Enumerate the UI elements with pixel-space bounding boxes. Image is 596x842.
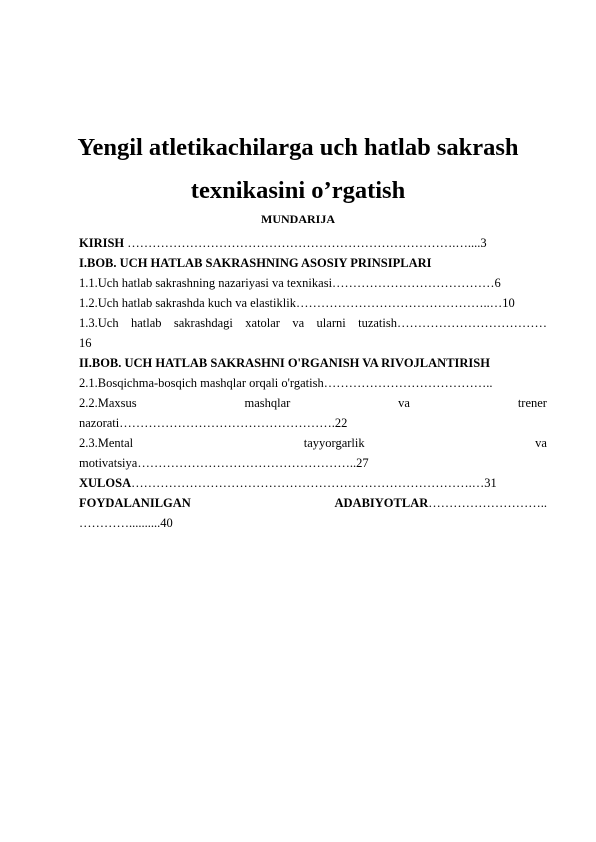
toc-word: va <box>535 436 547 450</box>
title-line-2: texnikasini o’rgatish <box>190 177 406 204</box>
toc-entry-label: KIRISH <box>79 236 125 250</box>
toc-entry-page: 16 <box>79 336 92 350</box>
toc-entry-1-1[interactable]: 1.1.Uch hatlab sakrashning nazariyasi va texnikasi…………………………………6 <box>79 276 501 290</box>
toc-entry-2-3[interactable] <box>79 433 547 473</box>
toc-word: trener <box>517 396 547 410</box>
toc-word: 2.3.Mental <box>79 436 134 450</box>
toc-entry-continuation: nazorati…………………………………………….22 <box>79 416 348 430</box>
toc-entry-leader: ……………………………………………………………………….…31 <box>131 476 497 490</box>
toc-entry-2-1[interactable]: 2.1.Bosqichma-bosqich mashqlar orqali o'rgatish………………………………….. <box>79 376 493 390</box>
toc-word: ADABIYOTLAR <box>334 496 429 510</box>
toc-heading: MUNDARIJA <box>261 212 335 226</box>
toc-word: va <box>292 316 305 330</box>
toc-word: 2.2.Maxsus <box>79 396 137 410</box>
toc-word: ularni <box>316 316 346 330</box>
toc-entry-leader: …………………………………………………………………….…....3 <box>124 236 487 250</box>
toc-entry-kirish[interactable] <box>79 233 547 253</box>
toc-entry-label: XULOSA <box>79 476 132 490</box>
toc-word: tayyorgarlik <box>303 436 365 450</box>
toc-entry-line <box>79 393 547 413</box>
toc-entry-continuation: …………..........40 <box>79 516 173 530</box>
toc-entry-foydalanilgan[interactable] <box>79 493 547 533</box>
toc-word: xatolar <box>245 316 280 330</box>
toc-word: 1.3.Uch <box>79 316 119 330</box>
table-of-contents <box>79 233 547 533</box>
toc-word: sakrashdagi <box>173 316 233 330</box>
toc-word: mashqlar <box>244 396 291 410</box>
toc-word: FOYDALANILGAN <box>79 496 191 510</box>
toc-entry-line <box>79 313 547 333</box>
toc-entry-2-2[interactable] <box>79 393 547 433</box>
toc-entry-1-2[interactable]: 1.2.Uch hatlab sakrashda kuch va elastiklik………………………………………..…10 <box>79 296 515 310</box>
toc-entry-line <box>79 493 547 513</box>
toc-entry-line <box>79 433 547 453</box>
toc-entry-1-3[interactable] <box>79 313 547 353</box>
toc-word: hatlab <box>130 316 162 330</box>
toc-word: va <box>398 396 410 410</box>
toc-chapter-1[interactable]: I.BOB. UCH HATLAB SAKRASHNING ASOSIY PRINSIPLARI <box>79 256 432 270</box>
toc-entry-leader: ……………………….. <box>428 496 547 510</box>
document-title <box>70 126 526 212</box>
title-line-1: Yengil atletikachilarga uch hatlab sakrash <box>77 134 519 161</box>
toc-chapter-2[interactable]: II.BOB. UCH HATLAB SAKRASHNI O'RGANISH VA RIVOJLANTIRISH <box>79 356 490 370</box>
toc-entry-xulosa[interactable] <box>79 473 547 493</box>
toc-word: tuzatish……………………………… <box>358 316 547 330</box>
toc-entry-continuation: motivatsiya……………………………………………..27 <box>79 456 369 470</box>
